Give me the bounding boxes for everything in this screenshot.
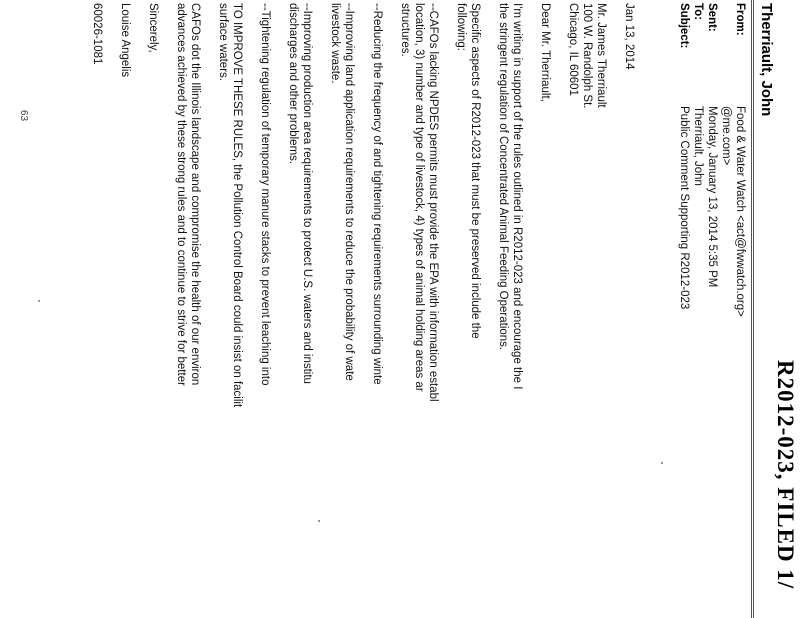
bullet-line: --CAFOs lacking NPDES permits must provide the EPA with information establ xyxy=(427,3,439,402)
scan-speck xyxy=(661,462,663,464)
letter-date: Jan 13, 2014 xyxy=(623,3,635,70)
sender-name: Therriault, John xyxy=(758,3,775,117)
filing-stamp: R2012-023, FILED 1/ xyxy=(773,360,798,590)
address-line: 100 W. Randolph St. xyxy=(581,3,593,109)
bullet-line: --Tightening regulation of temporary manure stacks to prevent leaching into xyxy=(259,3,271,386)
header-rule-bottom xyxy=(751,0,752,618)
to-value: Therriault, John xyxy=(692,106,704,186)
from-value-continued: @me.com> xyxy=(720,106,732,166)
signoff: Sincerely, xyxy=(147,3,159,53)
bullet-line: --Improving production area requirements to protect U.S. waters and institu xyxy=(301,3,313,384)
scan-speck xyxy=(318,520,320,522)
from-label: From: xyxy=(734,3,746,36)
salutation: Dear Mr. Therriault, xyxy=(539,3,551,102)
page-number: 63 xyxy=(18,110,29,122)
intro-line: I'm writing in support of the rules outlined in R2012-023 and encourage the I xyxy=(511,3,523,390)
closing-line: CAFOs dot the Illinois landscape and compromise the health of our environ xyxy=(189,3,201,386)
subject-label: Subject: xyxy=(678,3,690,49)
bullet-line: --Improving land application requirements to reduce the probability of wate xyxy=(343,3,355,381)
sent-label: Sent: xyxy=(706,3,718,32)
address-line: Mr. James Therriault xyxy=(595,3,607,108)
scan-speck xyxy=(38,300,40,302)
header-rule-top xyxy=(753,0,754,618)
closing-line: advances achieved by these strong rules and to continue to strive for better xyxy=(175,3,187,386)
address-line: Chicago, IL 60601 xyxy=(567,3,579,96)
bullet-line: structures. xyxy=(399,3,411,57)
aspects-line: Specific aspects of R2012-023 that must be preserved include the xyxy=(469,3,481,339)
bullet-line: location, 3) number and type of livestock, 4) types of animal holding areas ar xyxy=(413,3,425,392)
from-value: Food & Water Watch <act@fwwatch.org> xyxy=(734,106,746,317)
signer-name: Louise Angelis xyxy=(119,3,131,78)
bullet-line: discharges and other problems. xyxy=(287,3,299,165)
to-label: To: xyxy=(692,3,704,21)
sent-value: Monday, January 13, 2014 5:35 PM xyxy=(706,106,718,288)
subject-value: Public Comment Supporting R2012-023 xyxy=(678,106,690,310)
aspects-line: following: xyxy=(455,3,467,51)
bullet-line: --Reducing the frequency of and tightening requirements surrounding winte xyxy=(371,3,383,385)
improve-line: TO IMPROVE THESE RULES, the Pollution Control Board could insist on facilit xyxy=(231,3,243,408)
bullet-line: livestock waste. xyxy=(329,3,341,84)
improve-line: surface waters. xyxy=(217,3,229,81)
signer-zip: 60026-1081 xyxy=(91,3,103,65)
intro-line: the stringent regulation of Concentrated Animal Feeding Operations. xyxy=(497,3,509,351)
